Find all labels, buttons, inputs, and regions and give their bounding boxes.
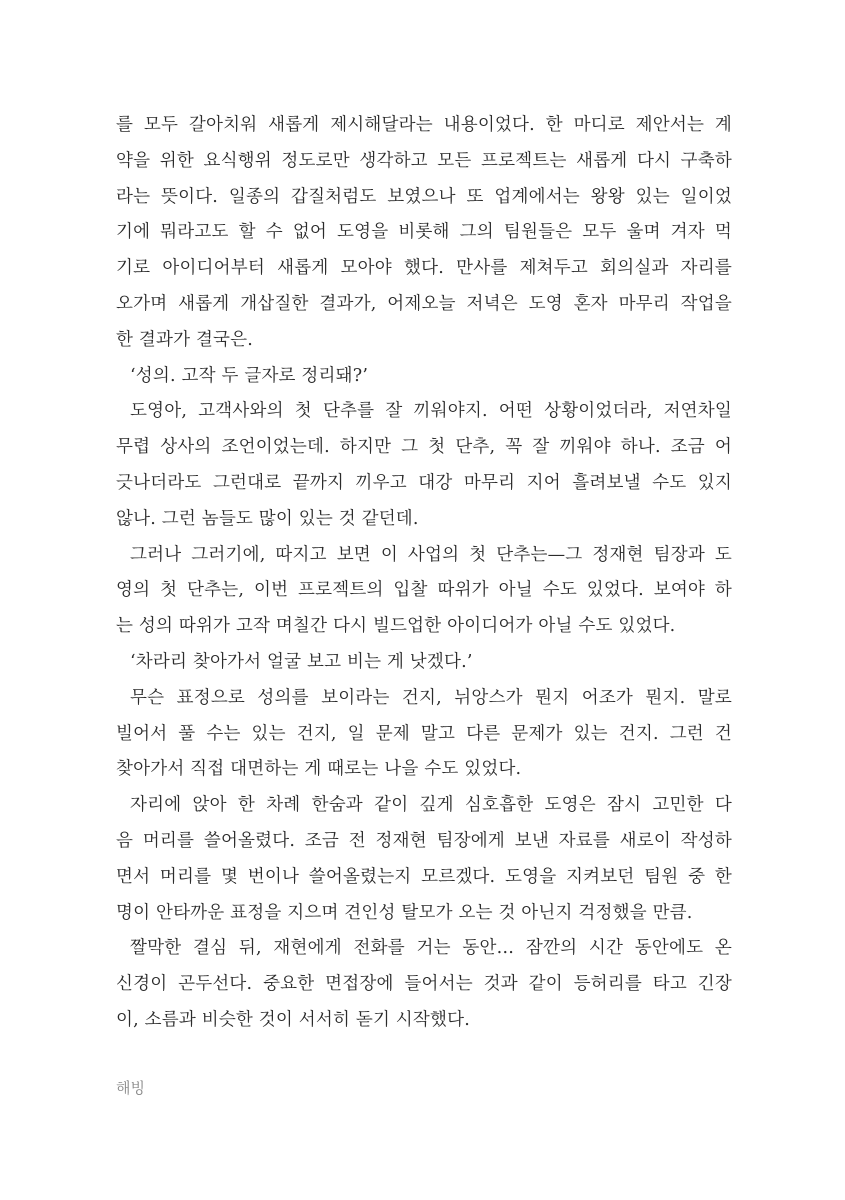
text-line: 를 모두 갈아치워 새롭게 제시해달라는 내용이었다. 한 마디로 제안서는 계	[116, 115, 732, 135]
text-line: 자리에 앉아 한 차례 한숨과 같이 깊게 심호흡한 도영은 잠시 고민한 다	[130, 795, 732, 816]
text-line: 않나. 그런 놈들도 많이 있는 것 같던데.	[116, 508, 419, 529]
text-line: 신경이 곤두선다. 중요한 면접장에 들어서는 것과 같이 등허리를 타고 긴장	[116, 974, 732, 995]
text-line: 는 성의 따위가 고작 며칠간 다시 빌드업한 아이디어가 아닐 수도 있었다.	[116, 616, 676, 637]
body-text	[116, 108, 732, 1039]
text-line: 명이 안타까운 표정을 지으며 견인성 탈모가 오는 것 아닌지 걱정했을 만큼.	[116, 902, 693, 923]
text-line: 라는 뜻이다. 일종의 갑질처럼도 보였으나 또 업계에서는 왕왕 있는 일이었	[116, 186, 732, 207]
text-line: 오가며 새롭게 개삽질한 결과가, 어제오늘 저녁은 도영 혼자 마무리 작업을	[116, 293, 732, 314]
text-line: 면서 머리를 몇 번이나 쓸어올렸는지 모르겠다. 도영을 지켜보던 팀원 중 한	[116, 866, 732, 887]
text-line: 약을 위한 요식행위 정도로만 생각하고 모든 프로젝트는 새롭게 다시 구축하	[116, 150, 732, 171]
text-line: 찾아가서 직접 대면하는 게 때로는 나을 수도 있었다.	[116, 759, 522, 780]
text-line: ‘성의. 고작 두 글자로 정리돼?’	[130, 365, 369, 386]
running-footer: 해빙	[116, 1079, 145, 1097]
text-line: 긋나더라도 그런대로 끝까지 끼우고 대강 마무리 지어 흘려보낼 수도 있지	[116, 472, 732, 493]
text-line: 그러나 그러기에, 따지고 보면 이 사업의 첫 단추는—그 정재현 팀장과 도	[130, 544, 732, 565]
text-line: 이, 소름과 비슷한 것이 서서히 돋기 시작했다.	[116, 1009, 470, 1030]
text-line: ‘차라리 찾아가서 얼굴 보고 비는 게 낫겠다.’	[130, 651, 473, 672]
text-line: 음 머리를 쓸어올렸다. 조금 전 정재현 팀장에게 보낸 자료를 새로이 작성하	[116, 830, 732, 851]
text-line: 무렵 상사의 조언이었는데. 하지만 그 첫 단추, 꼭 잘 끼워야 하나. 조금 어	[116, 437, 732, 458]
text-line: 기에 뭐라고도 할 수 없어 도영을 비롯해 그의 팀원들은 모두 울며 겨자 먹	[116, 222, 732, 243]
text-line: 짤막한 결심 뒤, 재현에게 전화를 거는 동안… 잠깐의 시간 동안에도 온	[130, 938, 732, 959]
text-line: 기로 아이디어부터 새롭게 모아야 했다. 만사를 제쳐두고 회의실과 자리를	[116, 258, 732, 279]
text-line: 빌어서 풀 수는 있는 건지, 일 문제 말고 다른 문제가 있는 건지. 그런 건	[116, 723, 732, 744]
text-line: 한 결과가 결국은.	[116, 329, 254, 350]
text-line: 도영아, 고객사와의 첫 단추를 잘 끼워야지. 어떤 상황이었더라, 저연차일	[130, 401, 732, 422]
text-line: 무슨 표정으로 성의를 보이라는 건지, 뉘앙스가 뭔지 어조가 뭔지. 말로	[130, 687, 732, 708]
text-line: 영의 첫 단추는, 이번 프로젝트의 입찰 따위가 아닐 수도 있었다. 보여야 하	[116, 580, 732, 601]
